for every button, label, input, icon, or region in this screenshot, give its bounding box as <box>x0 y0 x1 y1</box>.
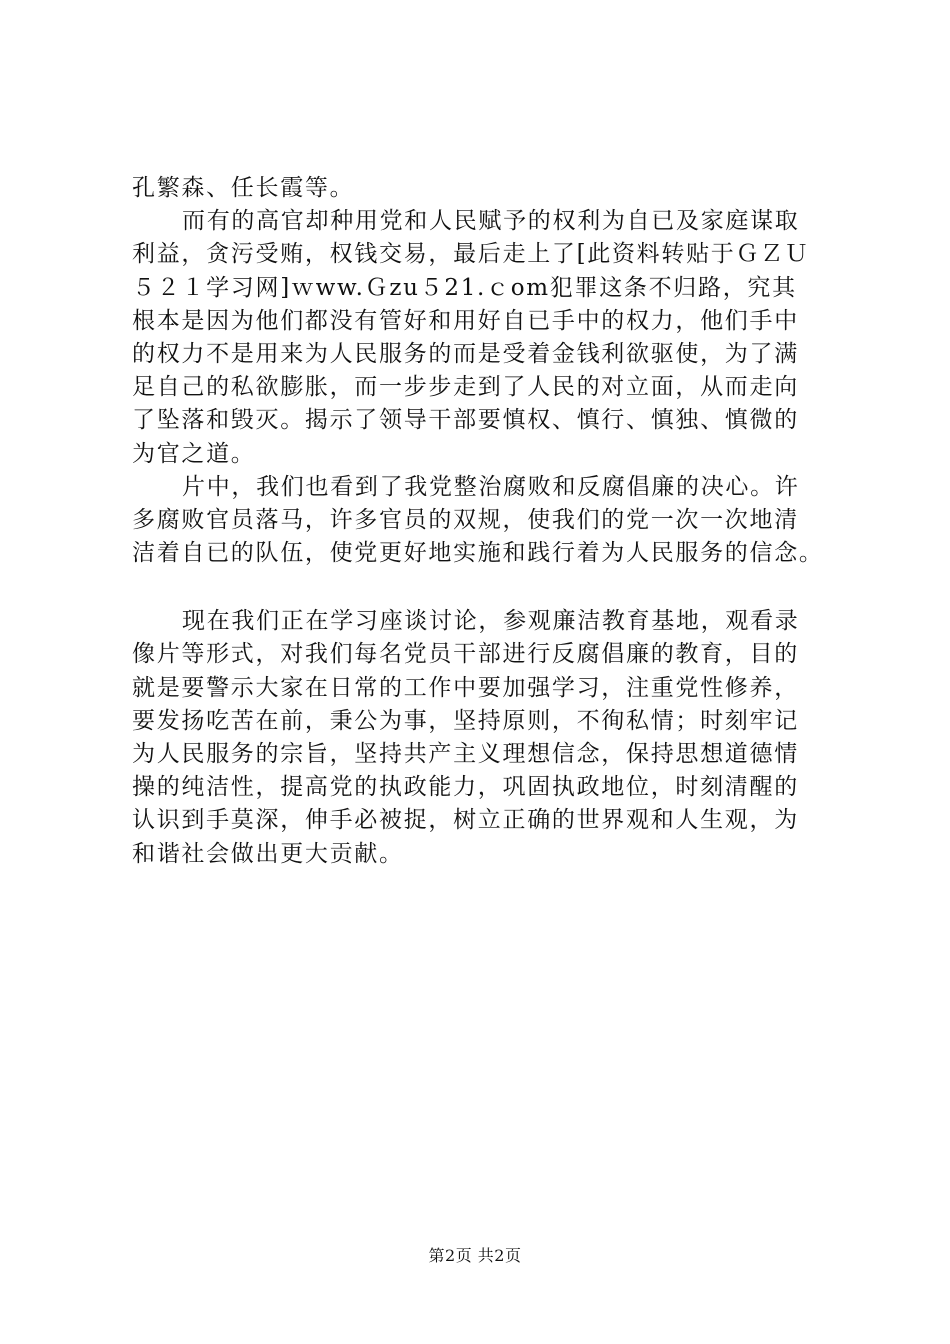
text-line: 足自己的私欲膨胀，而一步步走到了人民的对立面，从而走向 <box>132 374 799 401</box>
text-line: 片中，我们也看到了我党整治腐败和反腐倡廉的决心。许 <box>182 473 800 500</box>
text-line: 和谐社会做出更大贡献。 <box>132 840 404 867</box>
text-line: 为人民服务的宗旨，坚持共产主义理想信念，保持思想道德情 <box>132 741 799 767</box>
paragraph-4 <box>132 605 832 871</box>
text-line: 为官之道。 <box>132 440 256 467</box>
text-line: 就是要警示大家在日常的工作中要加强学习，注重党性修养， <box>132 674 799 701</box>
paragraph-1 <box>132 172 832 205</box>
text-line: 的权力不是用来为人民服务的而是受着金钱利欲驱使，为了满 <box>132 340 799 367</box>
text-line: 孔繁森、任长霞等。 <box>132 175 355 201</box>
text-line: 操的纯洁性，提高党的执政能力，巩固执政地位，时刻清醒的 <box>132 774 799 801</box>
text-line: 利益，贪污受贿，权钱交易，最后走上了[此资料转贴于ＧＺＵ <box>132 241 810 268</box>
document-body <box>132 172 832 871</box>
text-line: 洁着自已的队伍，使党更好地实施和践行着为人民服务的信念。 <box>132 540 824 567</box>
text-line: 认识到手莫深，伸手必被捉，树立正确的世界观和人生观，为 <box>132 807 799 834</box>
text-line: 现在我们正在学习座谈讨论，参观廉洁教育基地，观看录 <box>182 608 800 635</box>
text-line: ５２１学习网]ｗww.Ｇzu５21.ｃom犯罪这条不归路，究其 <box>132 274 797 301</box>
paragraph-3 <box>132 471 832 571</box>
text-line: 而有的高官却种用党和人民赋予的权利为自已及家庭谋取 <box>182 208 800 235</box>
text-line: 根本是因为他们都没有管好和用好自已手中的权力，他们手中 <box>132 307 799 334</box>
text-line: 多腐败官员落马，许多官员的双规，使我们的党一次一次地清 <box>132 506 799 533</box>
text-line: 了坠落和毁灭。揭示了领导干部要慎权、慎行、慎独、慎微的 <box>132 407 799 434</box>
paragraph-2 <box>132 205 832 471</box>
paragraph-gap <box>132 570 832 605</box>
text-line: 要发扬吃苦在前，秉公为事，坚持原则，不徇私情；时刻牢记 <box>132 707 799 734</box>
text-line: 像片等形式，对我们每名党员干部进行反腐倡廉的教育，目的 <box>132 641 799 668</box>
page-footer: 第2页 共2页 <box>428 1246 522 1265</box>
